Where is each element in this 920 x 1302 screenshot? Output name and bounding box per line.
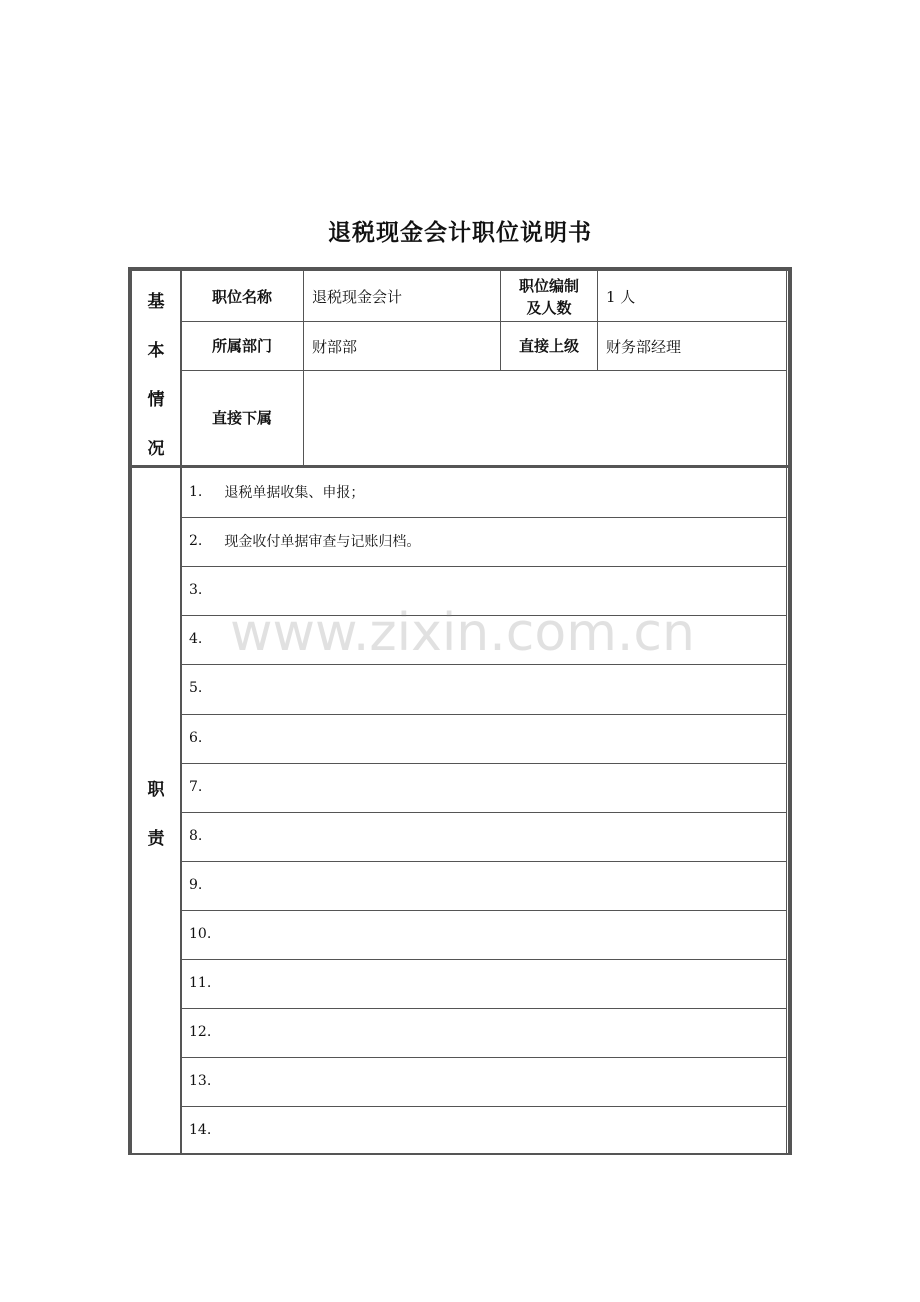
duty-item [189,825,224,847]
section-label-char: 职 [147,780,165,800]
divider [181,664,787,665]
watermark: www.zixin.com.cn [230,603,695,663]
divider [181,566,787,567]
duty-item [189,874,224,896]
duty-item-text: 退税单据收集、申报； [224,485,365,501]
divider [786,271,787,1153]
section-label-char: 本 [147,341,165,361]
headcount-label-line2: 及人数 [526,298,572,317]
divider [181,517,787,518]
duty-item-number: 4. [189,631,203,647]
divider [181,1106,787,1107]
duty-item [189,923,233,945]
section-label-basic [132,287,180,483]
duty-item-number: 13. [189,1073,212,1089]
duty-item-number: 3. [189,582,203,598]
duty-item-number: 5. [189,680,203,696]
duty-item-number: 6. [189,730,203,746]
duty-item [189,727,224,749]
duty-item [189,579,224,601]
divider [132,465,788,468]
duty-item-number: 11. [189,975,212,991]
duty-item [189,776,224,798]
duty-item [189,972,233,994]
divider [181,615,787,616]
divider [181,763,787,764]
supervisor-value: 财务部经理 [606,337,682,356]
duty-item-number: 14. [189,1122,212,1138]
duty-item-number: 12. [189,1024,212,1040]
section-label-char: 情 [147,390,165,410]
duty-item-number: 10. [189,926,212,942]
subordinate-label: 直接下属 [211,409,272,427]
duty-item-number: 8. [189,828,203,844]
duty-item-number: 9. [189,877,203,893]
divider [181,1008,787,1009]
duty-item-number: 1. [189,484,203,500]
section-label-duties [132,775,180,873]
duty-item-number: 2. [189,533,203,549]
supervisor-label: 直接上级 [518,337,579,355]
headcount-value: 1 人 [606,288,636,306]
duty-item [189,1070,233,1092]
divider [181,1057,787,1058]
divider [181,861,787,862]
divider [181,959,787,960]
duty-item-number: 7. [189,779,203,795]
duty-item [189,1119,233,1141]
duty-item [189,481,364,503]
department-label: 所属部门 [211,337,272,355]
section-label-char: 况 [147,439,165,459]
duty-item-text: 现金收付单据审查与记账归档。 [224,534,421,550]
headcount-label-line1: 职位编制 [518,276,579,295]
section-label-char: 基 [147,292,165,312]
divider [181,714,787,715]
duty-item [189,530,420,552]
duty-item [189,677,224,699]
department-value: 财部部 [312,337,358,356]
headcount-label [501,272,597,321]
position-name-label: 职位名称 [211,287,272,306]
duty-item [189,628,224,650]
page-title: 退税现金会计职位说明书 [328,220,592,246]
divider [181,812,787,813]
section-label-char: 责 [147,829,165,849]
divider [181,910,787,911]
duty-item [189,1021,233,1043]
subordinate-value [304,371,786,465]
position-name-value: 退税现金会计 [312,288,403,306]
